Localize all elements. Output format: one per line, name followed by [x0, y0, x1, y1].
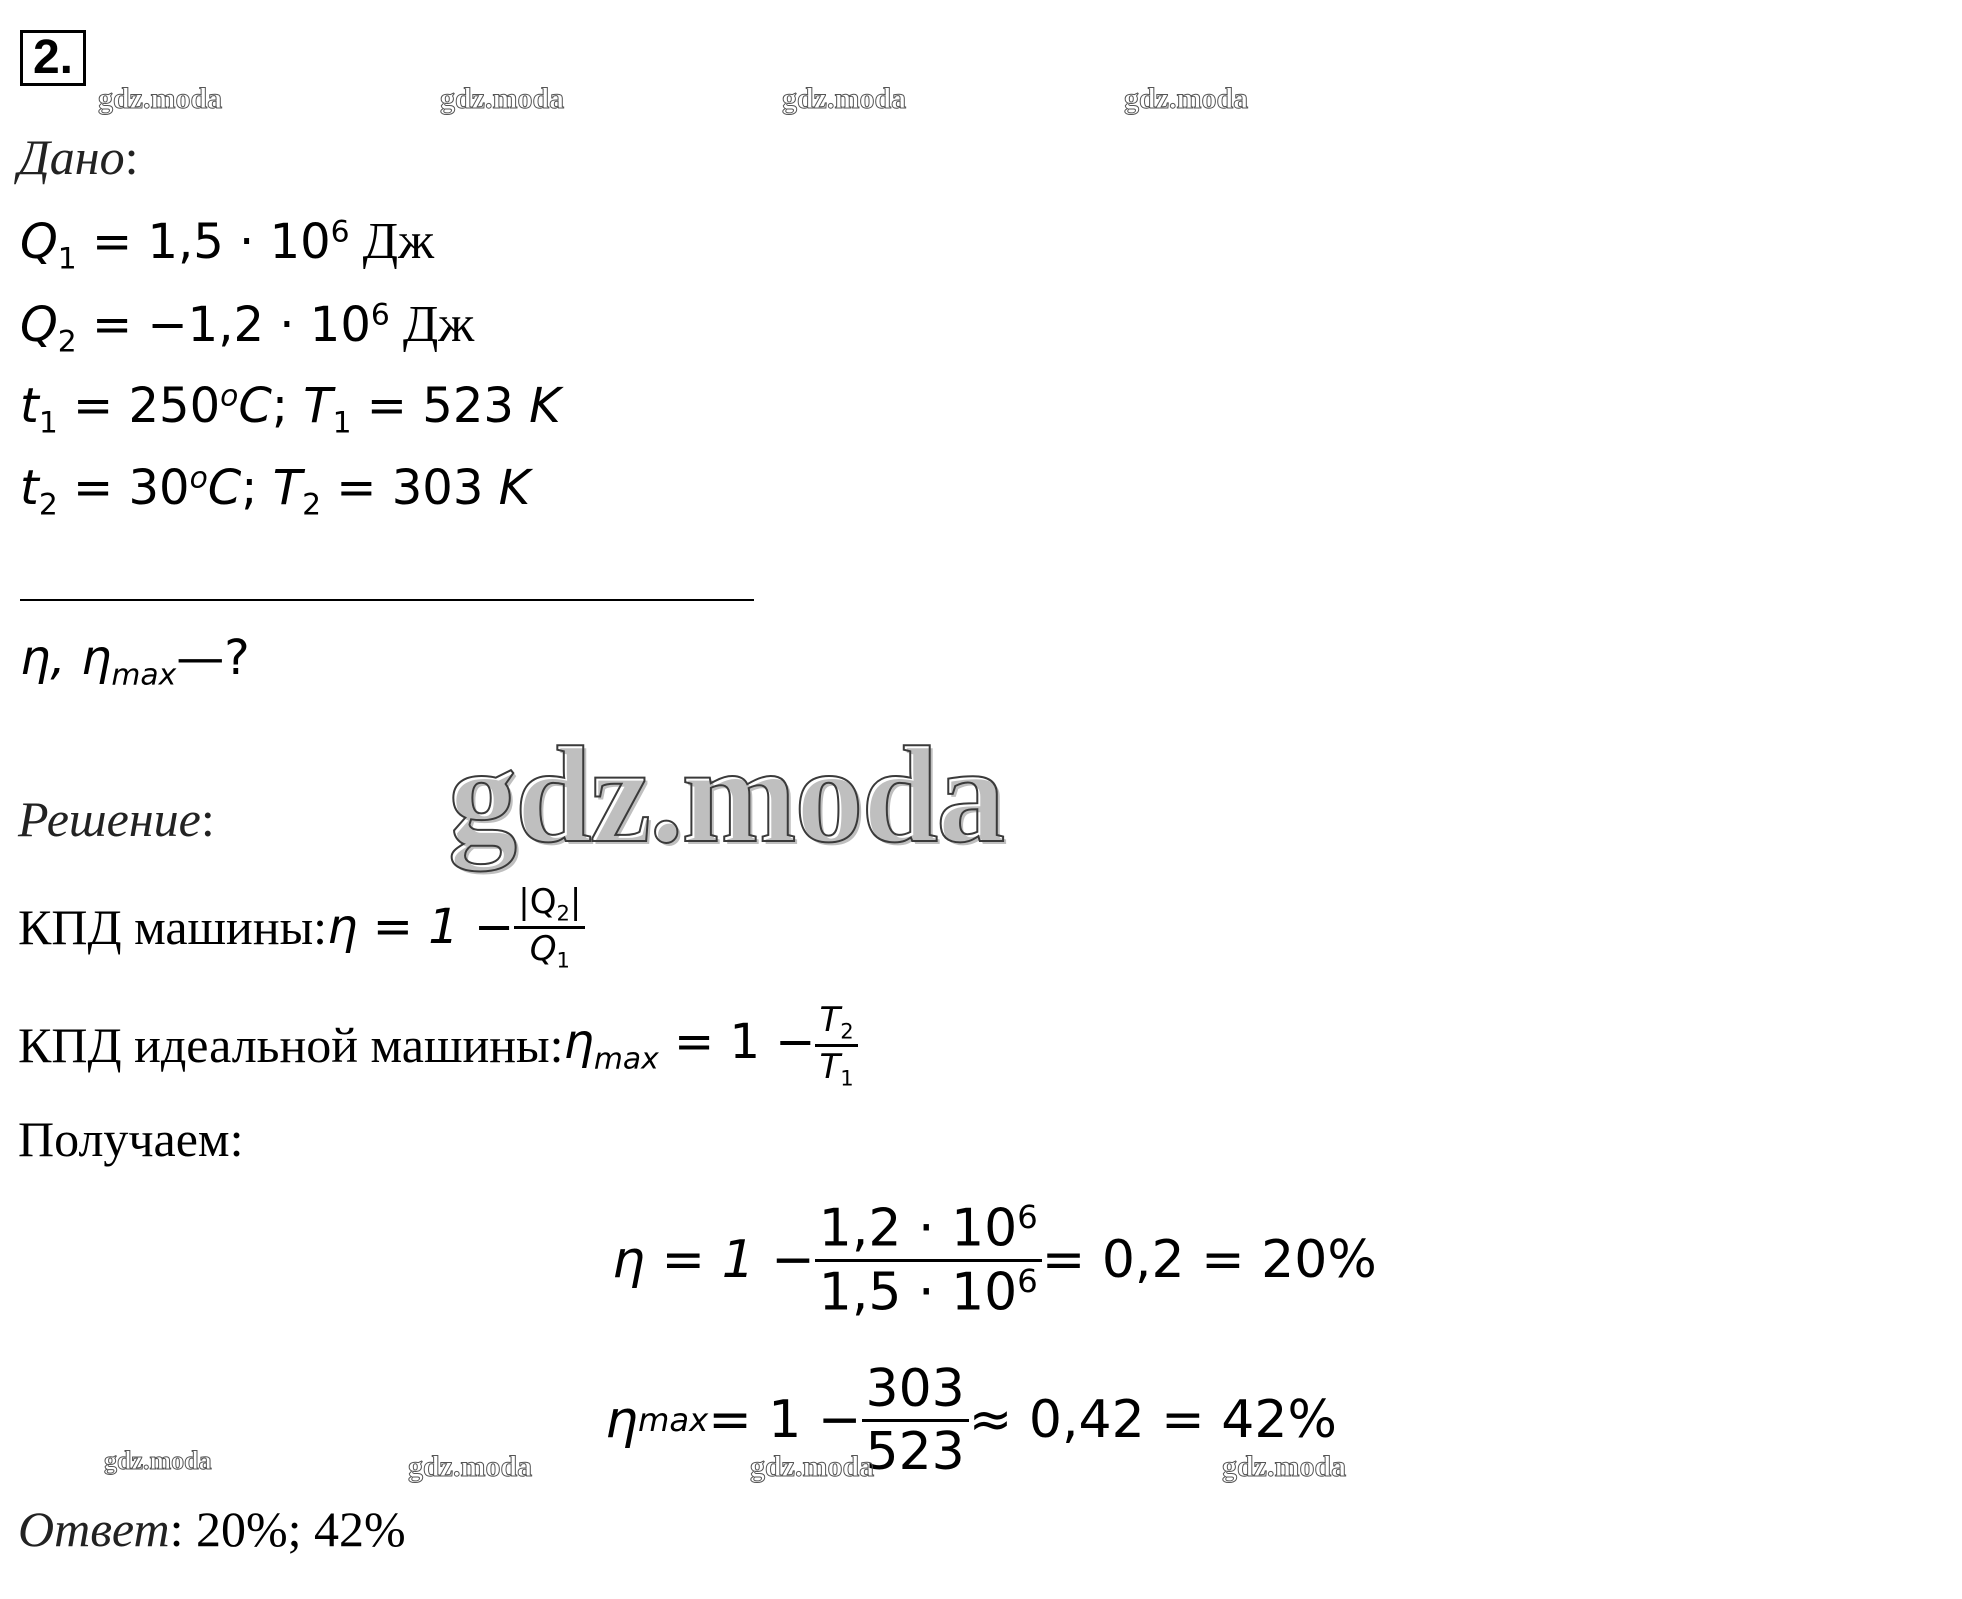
given-separator	[20, 599, 754, 601]
watermark-large: gdz.moda	[448, 718, 1004, 871]
kpd-fraction: $\frac{|Q_2|}{Q_1}$	[514, 882, 585, 972]
given-q2: $Q_2 = -1,2 \cdot 10^6$ Дж	[20, 296, 475, 360]
problem-number: 2.	[20, 30, 86, 86]
watermark: gdz.moda	[440, 82, 565, 115]
watermark: gdz.moda	[104, 1446, 212, 1475]
kpd-formula: КПД машины: η = 1 − $\frac{|Q_2|}{Q_1}$	[18, 872, 585, 982]
given-t1: $t_1 = 250^oC$; $T_1 = 523$ K	[20, 378, 561, 441]
watermark: gdz.moda	[1124, 82, 1249, 115]
unknown-quantities: η, $\eta_{max}—$?	[20, 630, 250, 693]
solution-heading: Решение:	[18, 791, 215, 847]
calc-eta: η = 1 − $\frac{1,2 \cdot 10^6}{1,5 \cdot 10^6}$ = 0,2 = 20%	[612, 1197, 1377, 1323]
answer: Ответ: 20%; 42%	[18, 1501, 406, 1557]
given-heading: Дано:	[18, 129, 139, 185]
ideal-fraction: $\frac{T_2}{T_1}$	[815, 1000, 857, 1090]
watermark: gdz.moda	[408, 1450, 533, 1483]
get-label: Получаем:	[18, 1111, 244, 1167]
given-q1: $Q_1 = 1,5 \cdot 10^6$ Дж	[20, 213, 434, 277]
ideal-kpd-formula: КПД идеальной машины: $\eta_{max} = 1$ − $\frac{T_2}{T_1}$	[18, 990, 858, 1100]
calc-eta-max: η max = 1 − $\frac{303}{523}$ ≈ 0,42 = 42%	[605, 1358, 1337, 1482]
watermark: gdz.moda	[750, 1450, 875, 1483]
watermark: gdz.moda	[782, 82, 907, 115]
watermark: gdz.moda	[1222, 1450, 1347, 1483]
given-t2: $t_2 = 30^oC$; $T_2 = 303$ K	[20, 460, 531, 523]
watermark: gdz.moda	[98, 82, 223, 115]
